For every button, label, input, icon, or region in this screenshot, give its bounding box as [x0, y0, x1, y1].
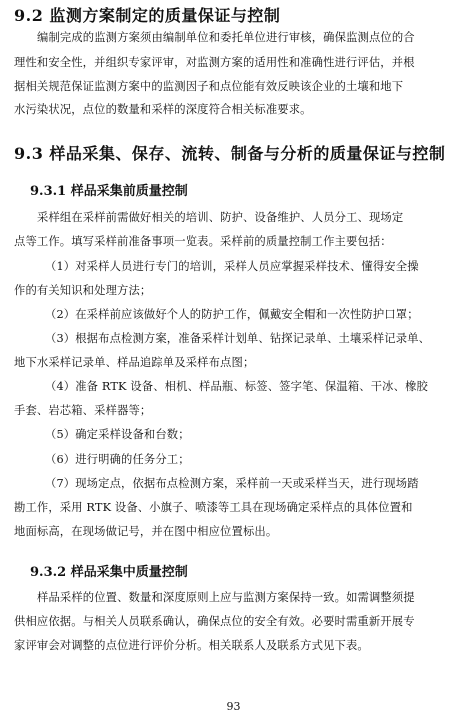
paragraph-line: 样品采样的位置、数量和深度原则上应与监测方案保持一致。如需调整须提 — [37, 591, 415, 604]
page-number: 93 — [226, 700, 241, 713]
paragraph-line: 据相关规范保证监测方案中的监测因子和点位能有效反映该企业的土壤和地下 — [14, 80, 404, 93]
list-item-line: （6）进行明确的任务分工； — [45, 453, 190, 466]
paragraph-line: 供相应依据。与相关人员联系确认，确保点位的安全有效。必要时需重新开展专 — [14, 615, 415, 628]
list-item-line: （7）现场定点，依据布点检测方案，采样前一天或采样当天，进行现场踏 — [45, 477, 419, 490]
paragraph-line: 理性和安全性，并组织专家评审，对监测方案的适用性和准确性进行评估，并根 — [14, 56, 415, 69]
list-item-line: 勘工作，采用 RTK 设备、小旗子、喷漆等工具在现场确定采样点的具体位置和 — [14, 501, 413, 514]
subsection-heading-9-3-2: 9.3.2 样品采集中质量控制 — [30, 565, 188, 580]
paragraph-line: 水污染状况，点位的数量和采样的深度符合相关标准要求。 — [14, 103, 312, 116]
list-item-line: 地下水采样记录单、样品追踪单及采样布点图； — [14, 356, 255, 369]
subsection-heading-9-3-1: 9.3.1 样品采集前质量控制 — [30, 184, 188, 199]
list-item-line: （5）确定采样设备和台数； — [45, 428, 190, 441]
list-item-line: 地面标高，在现场做记号，并在图中相应位置标出。 — [14, 525, 278, 538]
list-item-line: 作的有关知识和处理方法； — [14, 284, 152, 297]
section-heading-9-3: 9.3 样品采集、保存、流转、制备与分析的质量保证与控制 — [14, 144, 446, 163]
section-heading-9-2: 9.2 监测方案制定的质量保证与控制 — [14, 6, 281, 25]
list-item-line: （4）准备 RTK 设备、相机、样品瓶、标签、签字笔、保温箱、干冰、橡胶 — [45, 380, 428, 393]
list-item-line: 手套、岩芯箱、采样器等； — [14, 404, 152, 417]
paragraph-line: 家评审会对调整的点位进行评价分析。相关联系人及联系方式见下表。 — [14, 639, 369, 652]
list-item-line: （3）根据布点检测方案，准备采样计划单、钻探记录单、土壤采样记录单、 — [45, 332, 431, 345]
list-item-line: （2）在采样前应该做好个人的防护工作，佩戴安全帽和一次性防护口罩； — [45, 308, 419, 321]
paragraph-line: 采样组在采样前需做好相关的培训、防护、设备维护、人员分工、现场定 — [37, 211, 404, 224]
paragraph-line: 编制完成的监测方案须由编制单位和委托单位进行审核，确保监测点位的合 — [37, 31, 415, 44]
list-item-line: （1）对采样人员进行专门的培训，采样人员应掌握采样技术、懂得安全操 — [45, 260, 419, 273]
paragraph-line: 点等工作。填写采样前准备事项一览表。采样前的质量控制工作主要包括： — [14, 235, 392, 248]
